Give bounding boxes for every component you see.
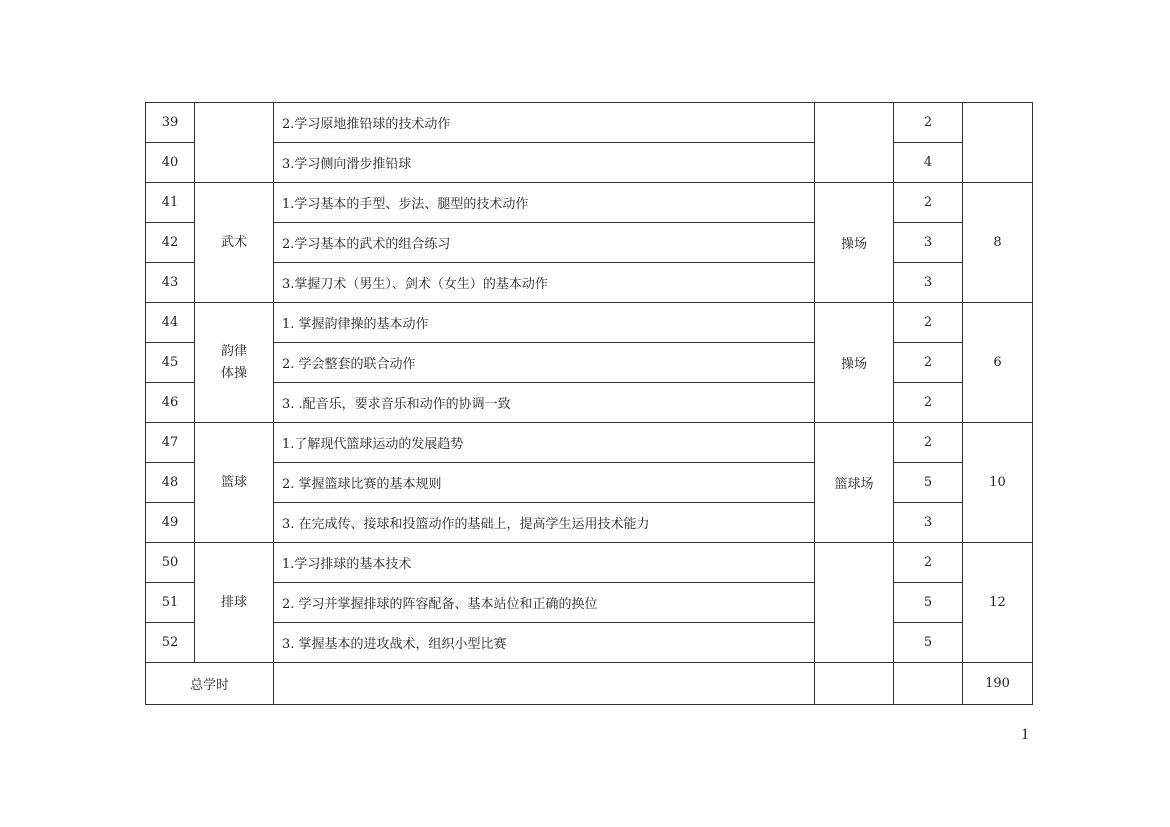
row-number: 46: [146, 383, 195, 423]
row-hours: 3: [894, 263, 963, 303]
total-label: 总学时: [146, 663, 274, 705]
row-content: 2. 学会整套的联合动作: [274, 343, 815, 383]
project-rhythm-gymnastics: [195, 303, 274, 423]
row-content: 1.学习基本的手型、步法、腿型的技术动作: [274, 183, 815, 223]
table-row: [146, 183, 1033, 223]
row-content: 3.学习侧向滑步推铅球: [274, 143, 815, 183]
project-volleyball: 排球: [195, 543, 274, 663]
row-hours: 3: [894, 503, 963, 543]
row-content: 1.了解现代篮球运动的发展趋势: [274, 423, 815, 463]
row-number: 41: [146, 183, 195, 223]
row-hours: 2: [894, 303, 963, 343]
row-hours: 2: [894, 423, 963, 463]
row-content: 2.学习原地推铅球的技术动作: [274, 103, 815, 143]
project-wushu: 武术: [195, 183, 274, 303]
row-content: 3. 掌握基本的进攻战术，组织小型比赛: [274, 623, 815, 663]
subtotal-basketball: 10: [963, 423, 1033, 543]
project-basketball: 篮球: [195, 423, 274, 543]
row-number: 52: [146, 623, 195, 663]
total-row: [146, 663, 1033, 705]
table-row: [146, 463, 1033, 503]
row-content: 1.学习排球的基本技术: [274, 543, 815, 583]
table-row: [146, 423, 1033, 463]
row-hours: 5: [894, 463, 963, 503]
row-content: 3. 在完成传、接球和投篮动作的基础上，提高学生运用技术能力: [274, 503, 815, 543]
teaching-plan-table: [145, 102, 1033, 705]
row-number: 42: [146, 223, 195, 263]
row-content: 1. 掌握韵律操的基本动作: [274, 303, 815, 343]
table-row: [146, 583, 1033, 623]
table-row: [146, 623, 1033, 663]
row-content: 3. .配音乐，要求音乐和动作的协调一致: [274, 383, 815, 423]
row-hours: 2: [894, 343, 963, 383]
row-hours: 5: [894, 583, 963, 623]
project-label-line1: 韵律: [220, 343, 247, 359]
row-content: 3.掌握刀术（男生）、剑术（女生）的基本动作: [274, 263, 815, 303]
row-content: 2. 掌握篮球比赛的基本规则: [274, 463, 815, 503]
project-label-line2: 体操: [220, 365, 247, 381]
row-hours: 2: [894, 383, 963, 423]
table-row: [146, 343, 1033, 383]
row-number: 45: [146, 343, 195, 383]
row-number: 49: [146, 503, 195, 543]
venue-volleyball-empty: [815, 543, 894, 663]
row-number: 47: [146, 423, 195, 463]
table-row: [146, 263, 1033, 303]
row-hours: 2: [894, 543, 963, 583]
row-hours: 5: [894, 623, 963, 663]
row-number: 44: [146, 303, 195, 343]
subtotal-wushu: 8: [963, 183, 1033, 303]
row-number: 43: [146, 263, 195, 303]
project-cell-empty: [195, 103, 274, 183]
subtotal-cell-empty: [963, 103, 1033, 183]
row-number: 51: [146, 583, 195, 623]
table-row: [146, 543, 1033, 583]
page-number: 1: [1021, 726, 1029, 743]
table-row: [146, 503, 1033, 543]
venue-wushu: 操场: [815, 183, 894, 303]
table-row: [146, 143, 1033, 183]
table-row: [146, 103, 1033, 143]
row-hours: 4: [894, 143, 963, 183]
venue-cell-empty: [815, 103, 894, 183]
row-content: 2.学习基本的武术的组合练习: [274, 223, 815, 263]
row-number: 50: [146, 543, 195, 583]
venue-rhythm: 操场: [815, 303, 894, 423]
row-number: 48: [146, 463, 195, 503]
row-hours: 3: [894, 223, 963, 263]
venue-basketball: 篮球场: [815, 423, 894, 543]
total-hours-empty: [894, 663, 963, 705]
table-row: [146, 223, 1033, 263]
total-content-empty: [274, 663, 815, 705]
row-content: 2. 学习并掌握排球的阵容配备、基本站位和正确的换位: [274, 583, 815, 623]
total-venue-empty: [815, 663, 894, 705]
row-number: 40: [146, 143, 195, 183]
subtotal-rhythm: 6: [963, 303, 1033, 423]
subtotal-volleyball: 12: [963, 543, 1033, 663]
row-number: 39: [146, 103, 195, 143]
row-hours: 2: [894, 103, 963, 143]
total-value: 190: [963, 663, 1033, 705]
row-hours: 2: [894, 183, 963, 223]
table-row: [146, 303, 1033, 343]
table-row: [146, 383, 1033, 423]
